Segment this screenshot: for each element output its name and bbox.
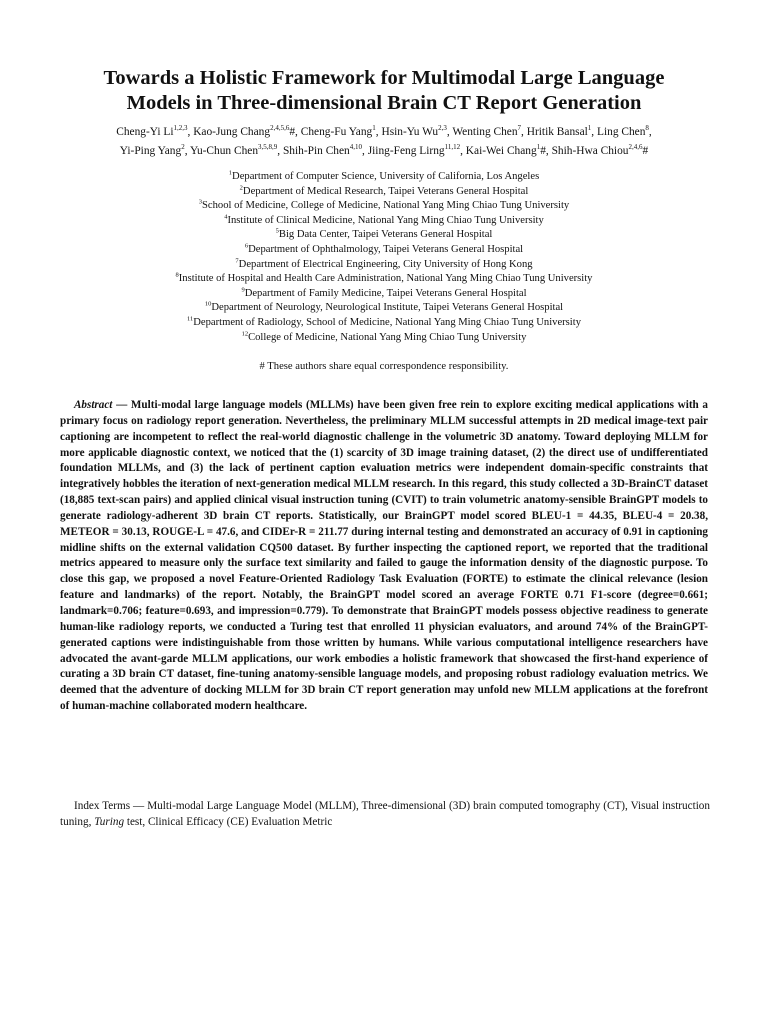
author-name: Ling Chen bbox=[597, 126, 646, 138]
author-affiliation-marker: 1,2,3 bbox=[173, 124, 188, 133]
affiliation-item bbox=[40, 185, 728, 200]
author-separator: , bbox=[375, 126, 382, 138]
affiliation-item bbox=[40, 258, 728, 273]
affiliation-number: 1 bbox=[228, 169, 233, 177]
author-separator: , bbox=[184, 145, 190, 157]
abstract-label: Abstract bbox=[74, 399, 113, 411]
affiliation-text: Institute of Clinical Medicine, National Yang Ming Chiao Tung University bbox=[227, 214, 544, 226]
author-affiliation-marker: 1 bbox=[587, 124, 592, 133]
author-correspondence-mark: # bbox=[289, 126, 296, 138]
author bbox=[116, 126, 193, 138]
author bbox=[552, 145, 649, 157]
author-separator: , bbox=[446, 126, 453, 138]
affiliation-text: Department of Computer Science, University of California, Los Angeles bbox=[232, 171, 540, 182]
author-name: Yu-Chun Chen bbox=[189, 145, 259, 157]
affiliation-text: Department of Radiology, School of Medicine, National Yang Ming Chiao Tung University bbox=[193, 316, 581, 328]
affiliation-item bbox=[40, 272, 728, 287]
author bbox=[301, 126, 382, 138]
affiliation-item bbox=[40, 287, 728, 302]
affiliation-item bbox=[40, 331, 728, 346]
author bbox=[597, 126, 652, 138]
author-affiliation-marker: 4,10 bbox=[349, 143, 362, 152]
author-name: Hsin-Yu Wu bbox=[381, 126, 439, 138]
affiliation-text: College of Medicine, National Yang Ming Chiao Tung University bbox=[248, 331, 527, 343]
affiliation-number: 12 bbox=[241, 330, 249, 337]
author-affiliation-marker: 2,4,6 bbox=[628, 143, 643, 152]
author bbox=[381, 126, 452, 138]
author bbox=[120, 145, 190, 157]
author bbox=[466, 145, 552, 157]
author-separator: , bbox=[460, 145, 466, 157]
author-name: Hritik Bansal bbox=[526, 126, 588, 138]
affiliation-number: 8 bbox=[175, 271, 179, 279]
affiliation-number: 4 bbox=[224, 213, 228, 221]
abstract-dash: — bbox=[112, 399, 131, 411]
author-name: Jiing-Feng Lirng bbox=[367, 145, 445, 157]
author-affiliation-marker: 7 bbox=[517, 124, 522, 133]
author-separator: , bbox=[521, 126, 527, 138]
affiliation-item bbox=[40, 170, 728, 185]
author-separator: , bbox=[545, 145, 552, 157]
affiliation-item bbox=[40, 214, 728, 229]
affiliation-number: 6 bbox=[244, 242, 249, 250]
affiliation-text: Department of Electrical Engineering, City University of Hong Kong bbox=[238, 258, 533, 270]
author bbox=[193, 126, 301, 138]
author-line-1 bbox=[30, 123, 738, 142]
author-name: Shih-Hwa Chiou bbox=[551, 145, 629, 157]
affiliation-item bbox=[40, 301, 728, 316]
affiliation-number: 2 bbox=[239, 184, 243, 192]
affiliation-number: 7 bbox=[235, 257, 239, 265]
author-affiliation-marker: 2 bbox=[181, 143, 185, 152]
title-line-2: Models in Three-dimensional Brain CT Report Generation bbox=[126, 92, 642, 114]
author-affiliation-marker: 2,4,5,6 bbox=[270, 124, 290, 133]
affiliation-text: Institute of Hospital and Health Care Administration, National Yang Ming Chiao Tung University bbox=[178, 273, 593, 285]
author-line-2 bbox=[30, 142, 738, 161]
affiliation-item bbox=[40, 199, 728, 214]
affiliation-list bbox=[40, 170, 728, 345]
author-separator: , bbox=[648, 126, 652, 138]
affiliation-text: Department of Neurology, Neurological Institute, Taipei Veterans General Hospital bbox=[211, 302, 564, 314]
author bbox=[283, 145, 368, 157]
affiliation-item bbox=[40, 316, 728, 331]
author-affiliation-marker: 11,12 bbox=[444, 143, 461, 152]
affiliation-number: 5 bbox=[275, 227, 279, 235]
affiliation-number: 10 bbox=[204, 300, 212, 308]
author-affiliation-marker: 8 bbox=[645, 124, 649, 133]
index-terms bbox=[60, 799, 710, 830]
author-name: Wenting Chen bbox=[452, 126, 518, 138]
author-affiliation-marker: 2,3 bbox=[438, 124, 447, 133]
affiliation-text: Department of Medical Research, Taipei Veterans General Hospital bbox=[242, 185, 529, 197]
abstract-text: Multi-modal large language models (MLLMs) have been given free rein to explore exciting medical applications with a primary focus on radiology report generation. Nevertheless, the preliminary MLLM successful attempts in 2D medical image-text pair captioning are incompetent to reflect the real-world diagnostic challenge in the volumetric 3D anatomy. Toward deploying MLLM for more applicable diagnostic context, we noticed that the (1) scarcity of 3D image training dataset, (2) the direct use of undifferentiated foundation MLLMs, and (3) the lack of pertinent caption evaluation metrics were independent domain-specific constraints that integratively hobbles the iteration of next-generation medical MLLM research. In this regard, this study collected a 3D-BrainCT dataset (18,885 text-scan pairs) and applied clinical visual instruction tuning (CVIT) to train volumetric anatomy-sensible BrainGPT models to generate radiology-adherent 3D brain CT reports. Statistically, our BrainGPT model scored BLEU-1 = 44.35, BLEU-4 = 20.38, METEOR = 30.13, ROUGE-L = 47.6, and CIDEr-R = 211.77 during internal testing and demonstrated an accuracy of 0.91 in captioning midline shifts on the external validation CQ500 dataset. By further inspecting the captioned report, we reported that the traditional metrics appeared to measure only the surface text similarity and failed to gauge the information density of the diagnostic purpose. To close this gap, we proposed a novel Feature-Oriented Radiology Task Evaluation (FORTE) to estimate the clinical relevance (lesion feature and landmarks) of the report. Notably, the BrainGPT model scored an average FORTE 0.71 F1-score (degree=0.661; landmark=0.706; feature=0.693, and impression=0.779). To demonstrate that BrainGPT models possess objective readiness to generate human-like radiology reports, we conducted a Turing test that enrolled 11 physician evaluators, and around 74% of the BrainGPT-generated captions were indistinguishable from those written by humans. While various computational intelligence researchers have advocated the avant-garde MLLM applications, our work embodies a holistic framework that showcased the first-hand experience of curating a 3D brain CT dataset, fine-tuning anatomy-sensible language models, and proposing robust radiology evaluation metrics. We deemed that the adventure of docking MLLM for 3D brain CT report generation may unfold new MLLM applications at the forefront of human-machine collaborated modern healthcare. bbox=[60, 399, 708, 713]
index-terms-tail: test, Clinical Efficacy (CE) Evaluation Metric bbox=[124, 815, 333, 828]
author-separator: , bbox=[591, 126, 597, 138]
author-separator: , bbox=[362, 145, 368, 157]
author-correspondence-mark: # bbox=[540, 145, 546, 157]
affiliation-text: Big Data Center, Taipei Veterans General Hospital bbox=[278, 229, 493, 241]
author-name: Kao-Jung Chang bbox=[193, 126, 271, 138]
affiliation-item bbox=[40, 228, 728, 243]
affiliation-text: Department of Family Medicine, Taipei Veterans General Hospital bbox=[244, 287, 527, 299]
affiliation-number: 9 bbox=[241, 286, 245, 294]
author-name: Yi-Ping Yang bbox=[119, 145, 182, 157]
abstract bbox=[60, 398, 708, 715]
index-terms-lead: Index Terms — Multi-modal Large Language Model (MLLM), Three-dimensional (3D) brain computed tomography (CT), Visual instruction tuning, bbox=[60, 800, 710, 828]
author-name: Shih-Pin Chen bbox=[282, 145, 350, 157]
affiliation-text: School of Medicine, College of Medicine, National Yang Ming Chiao Tung University bbox=[202, 200, 570, 212]
affiliation-number: 11 bbox=[187, 315, 194, 323]
title-line-1: Towards a Holistic Framework for Multimodal Large Language bbox=[103, 67, 665, 89]
author bbox=[368, 145, 466, 157]
author bbox=[452, 126, 526, 138]
author-name: Kai-Wei Chang bbox=[465, 145, 537, 157]
author-affiliation-marker: 1 bbox=[372, 124, 376, 133]
author-affiliation-marker: 3,5,8,9 bbox=[258, 143, 278, 152]
correspondence-note: # These authors share equal correspondence responsibility. bbox=[259, 361, 509, 372]
affiliation-text: Department of Ophthalmology, Taipei Veterans General Hospital bbox=[248, 243, 524, 255]
author-list bbox=[30, 123, 738, 161]
affiliation-number: 3 bbox=[198, 198, 202, 206]
author-correspondence-mark: # bbox=[642, 145, 649, 157]
author-affiliation-marker: 1 bbox=[536, 143, 541, 152]
index-terms-italic: Turing bbox=[94, 815, 125, 828]
author-separator: , bbox=[187, 126, 194, 138]
author bbox=[527, 126, 597, 138]
paper-title bbox=[40, 66, 728, 116]
author-separator: , bbox=[277, 145, 283, 157]
author bbox=[190, 145, 283, 157]
affiliation-item bbox=[40, 243, 728, 258]
author-name: Cheng-Fu Yang bbox=[300, 126, 373, 138]
author-separator: , bbox=[295, 126, 301, 138]
author-name: Cheng-Yi Li bbox=[116, 126, 174, 138]
